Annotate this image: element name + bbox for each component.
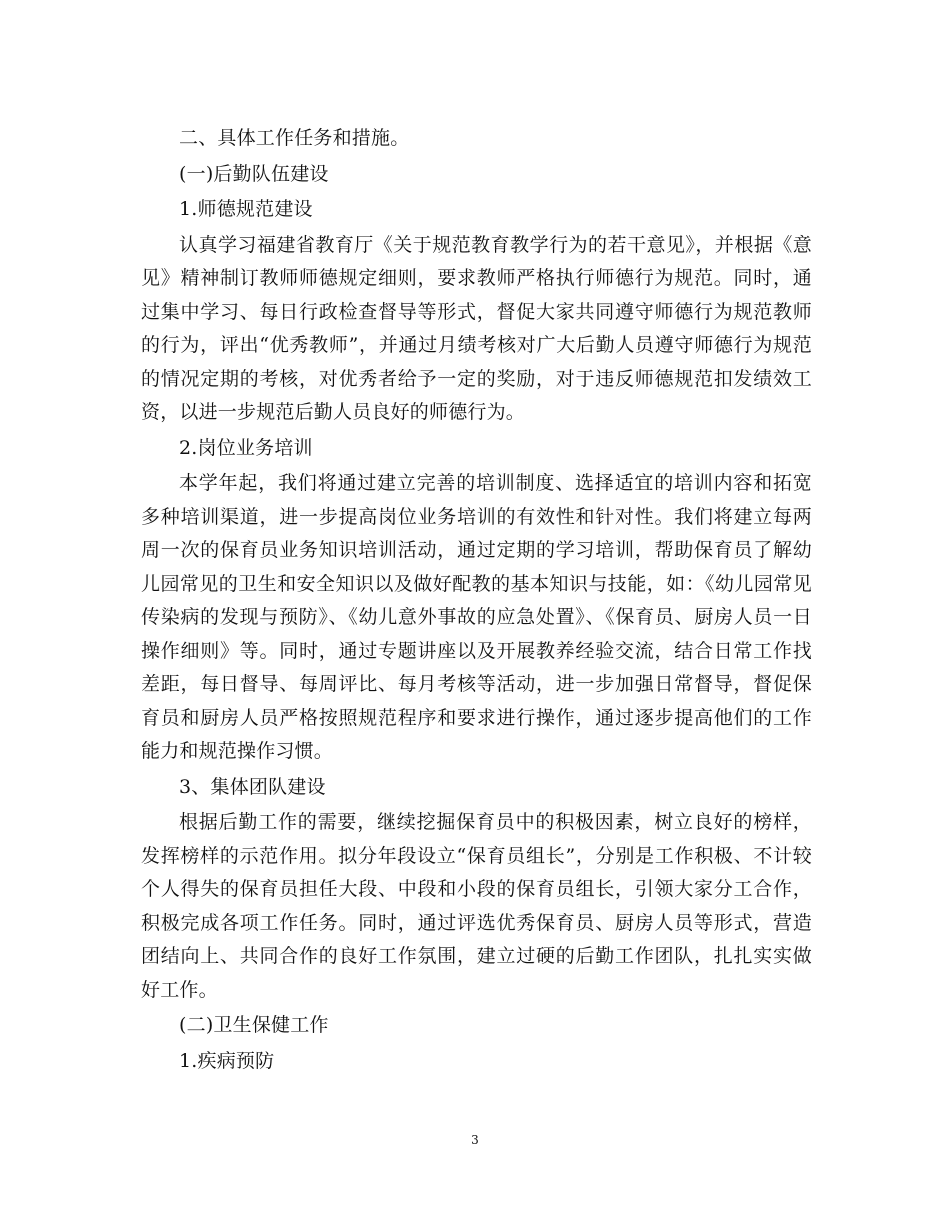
item-heading-1-2: 2.岗位业务培训	[179, 436, 313, 459]
section-heading-2: 二、具体工作任务和措施。	[179, 127, 410, 149]
subsection-heading-1: (一)后勤队伍建设	[179, 162, 329, 185]
item-heading-1-3: 3、集体团队建设	[179, 775, 326, 798]
document-body	[141, 122, 812, 1078]
item-heading-1-1: 1.师德规范建设	[179, 198, 313, 220]
page-number: 3	[471, 1133, 479, 1147]
item-heading-2-1: 1.疾病预防	[179, 1049, 275, 1072]
subsection-heading-2: (二)卫生保健工作	[179, 1014, 329, 1036]
paragraph-training: 本学年起，我们将通过建立完善的培训制度、选择适宜的培训内容和拓宽多种培训渠道，进一步提高岗位业务培训的有效性和针对性。我们将建立每两周一次的保育员业务知识培训活动，通过定期的学习培训，帮助保育员了解幼儿园常见的卫生和安全知识以及做好配教的基本知识与技能，如：《幼儿园常见传染病的发现与预防》、《幼儿意外事故的应急处置》、《保育员、厨房人员一日操作细则》等。同时，通过专题讲座以及开展教养经验交流，结合日常工作找差距，每日督导、每周评比、每月考核等活动，进一步加强日常督导，督促保育员和厨房人员严格按照规范程序和要求进行操作，通过逐步提高他们的工作能力和规范操作习惯。	[141, 472, 812, 762]
paragraph-team: 根据后勤工作的需要，继续挖掘保育员中的积极因素，树立良好的榜样，发挥榜样的示范作用。拟分年段设立“保育员组长”，分别是工作积极、不计较个人得失的保育员担任大段、中段和小段的保育员组长，引领大家分工合作，积极完成各项工作任务。同时，通过评选优秀保育员、厨房人员等形式，营造团结向上、共同合作的良好工作氛围，建立过硬的后勤工作团队，扎扎实实做好工作。	[141, 811, 812, 1001]
paragraph-ethics: 认真学习福建省教育厅《关于规范教育教学行为的若干意见》，并根据《意见》精神制订教师师德规定细则，要求教师严格执行师德行为规范。同时，通过集中学习、每日行政检查督导等形式，督促大家共同遵守师德行为规范教师的行为，评出“优秀教师”，并通过月绩考核对广大后勤人员遵守师德行为规范的情况定期的考核，对优秀者给予一定的奖励，对于违反师德规范扣发绩效工资，以进一步规范后勤人员良好的师德行为。	[141, 233, 812, 423]
